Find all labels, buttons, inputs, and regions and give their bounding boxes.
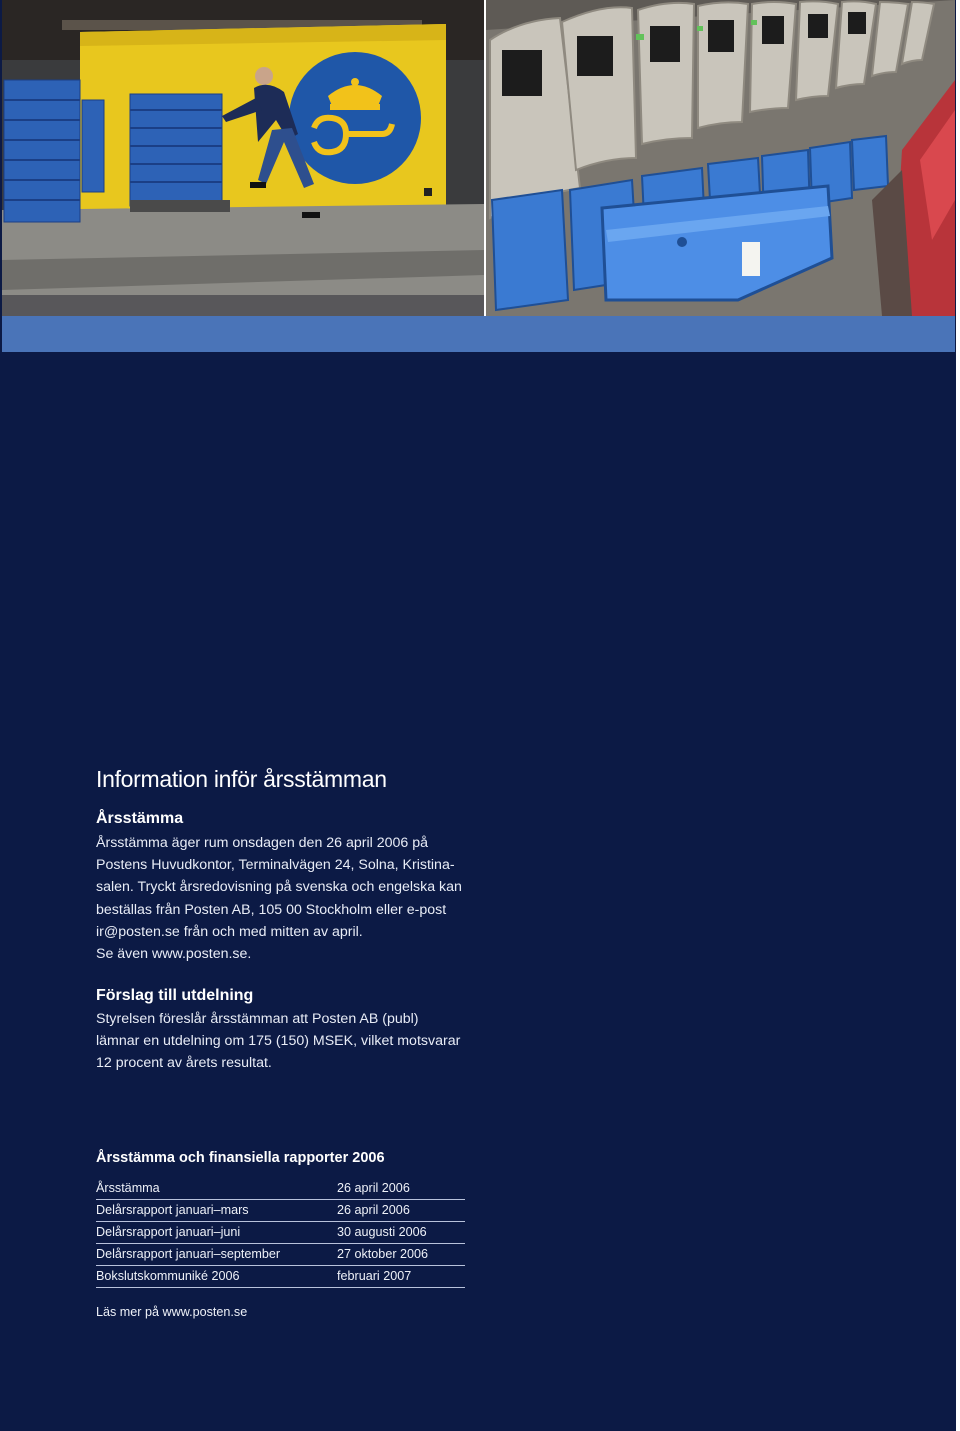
paragraph-line: Postens Huvudkontor, Terminalvägen 24, Solna, Kristina-	[96, 857, 455, 874]
photo-collage	[2, 0, 955, 316]
accent-band	[2, 316, 955, 352]
paragraph-line: beställas från Posten AB, 105 00 Stockholm eller e-post	[96, 901, 447, 918]
event-date: 30 augusti 2006	[337, 1225, 427, 1239]
paragraph-line: Styrelsen föreslår årsstämman att Posten AB (publ)	[96, 1011, 419, 1027]
posten-logo	[289, 52, 421, 184]
event-date: 27 oktober 2006	[337, 1247, 429, 1261]
table-row	[96, 1266, 465, 1288]
event-name: Delårsrapport januari–september	[96, 1247, 281, 1261]
event-name: Delårsrapport januari–juni	[96, 1225, 241, 1239]
page-title: Information inför årsstämman	[96, 766, 387, 792]
section-heading-utdelning: Förslag till utdelning	[96, 987, 254, 1004]
event-date: 26 april 2006	[337, 1181, 410, 1195]
sorting-machine-photo	[486, 0, 955, 316]
table-row	[96, 1200, 465, 1222]
table-row	[96, 1222, 465, 1244]
section-paragraph-arsstamma	[96, 832, 462, 965]
paragraph-line: 12 procent av årets resultat.	[96, 1055, 272, 1072]
event-name: Delårsrapport januari–mars	[96, 1203, 249, 1217]
event-name: Årsstämma	[96, 1181, 160, 1195]
table-row	[96, 1178, 465, 1200]
event-date: 26 april 2006	[337, 1203, 410, 1217]
paragraph-line: lämnar en utdelning om 175 (150) MSEK, vilket motsvarar	[96, 1033, 461, 1050]
calendar-table	[96, 1178, 465, 1288]
table-row	[96, 1244, 465, 1266]
paragraph-line: salen. Tryckt årsredovisning på svenska och engelska kan	[96, 879, 462, 896]
read-more-link[interactable]: Läs mer på www.posten.se	[96, 1305, 248, 1319]
section-heading-arsstamma: Årsstämma	[96, 810, 184, 827]
photo-strip	[2, 0, 955, 316]
event-date: februari 2007	[337, 1269, 412, 1283]
paragraph-line: Årsstämma äger rum onsdagen den 26 april 2006 på	[96, 835, 429, 851]
paragraph-line: Se även www.posten.se.	[96, 946, 252, 963]
section-paragraph-utdelning	[96, 1008, 460, 1075]
warehouse-photo	[2, 0, 484, 316]
event-name: Bokslutskommuniké 2006	[96, 1269, 240, 1283]
paragraph-line: ir@posten.se från och med mitten av april.	[96, 923, 363, 940]
calendar-heading: Årsstämma och finansiella rapporter 2006	[96, 1150, 385, 1166]
